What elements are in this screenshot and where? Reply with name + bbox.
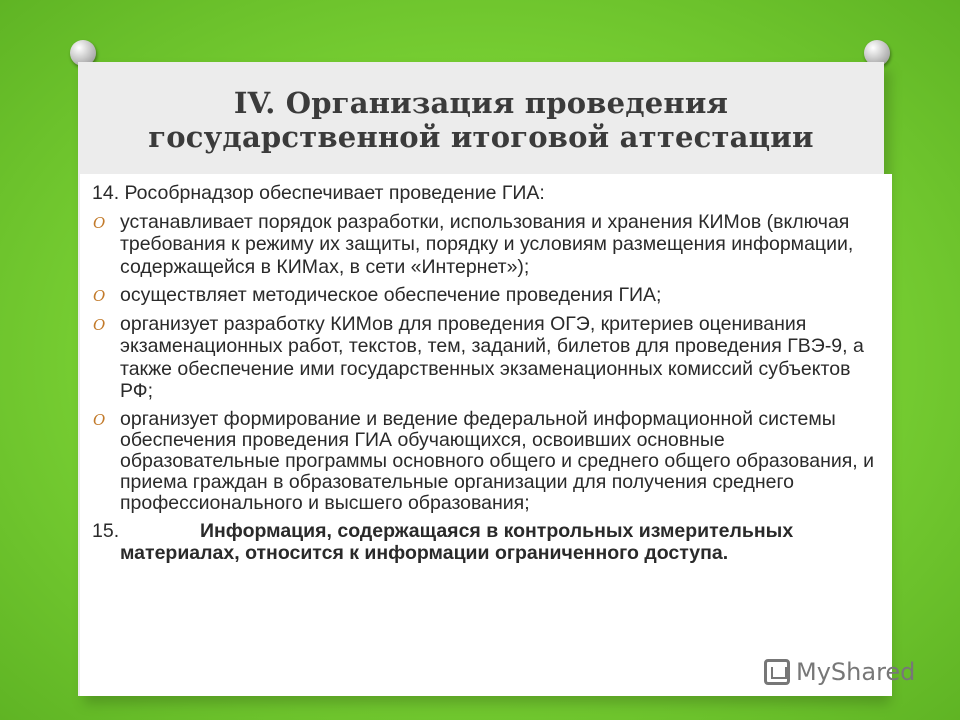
bullet-marker-icon: O	[93, 410, 106, 429]
watermark	[764, 656, 915, 688]
bullet-text: осуществляет методическое обеспечение проведения ГИА;	[120, 284, 662, 306]
slide-title	[78, 86, 884, 154]
list-item	[92, 284, 882, 307]
myshared-logo-icon	[764, 659, 790, 685]
title-line-2: государственной итоговой аттестации	[148, 120, 814, 154]
item-15-text: Информация, содержащаяся в контрольных измерительных материалах, относится к информации ограниченного доступа.	[120, 519, 794, 564]
item-15-number: 15.	[92, 519, 120, 542]
title-line-1: IV. Организация проведения	[233, 86, 729, 120]
list-item	[92, 211, 882, 279]
bullet-text: устанавливает порядок разработки, использования и хранения КИМов (включая требования к режиму их защиты, порядку и условиям размещения информации, содержащейся в КИМах, в сети «Интернет»);	[120, 210, 854, 278]
slide-card	[78, 62, 884, 696]
watermark-text: MyShared	[796, 658, 916, 686]
bullet-text: организует разработку КИМов для проведения ОГЭ, критериев оценивания экзаменационных работ, текстов, тем, заданий, билетов для проведения ГВЭ-9, а также обеспечение ими государственных экзаменационных комиссий субъектов РФ;	[120, 312, 864, 402]
bullet-text: организует формирование и ведение федеральной информационной системы обеспечения проведения ГИА обучающихся, освоивших основные образовательные программы основного общего и среднего общего образования, и приема граждан в образовательные организации для получения среднего профессионального и высшего образования;	[120, 407, 875, 514]
bullet-marker-icon: O	[93, 315, 106, 334]
list-item	[92, 313, 882, 403]
bullet-marker-icon: O	[93, 213, 106, 232]
bullet-marker-icon: O	[93, 287, 106, 305]
slide-body	[80, 174, 892, 696]
list-item	[92, 409, 882, 514]
item-15	[92, 520, 882, 565]
item-14-lead: 14. Рособрнадзор обеспечивает проведение ГИА:	[92, 182, 545, 204]
slide-content	[92, 182, 882, 565]
